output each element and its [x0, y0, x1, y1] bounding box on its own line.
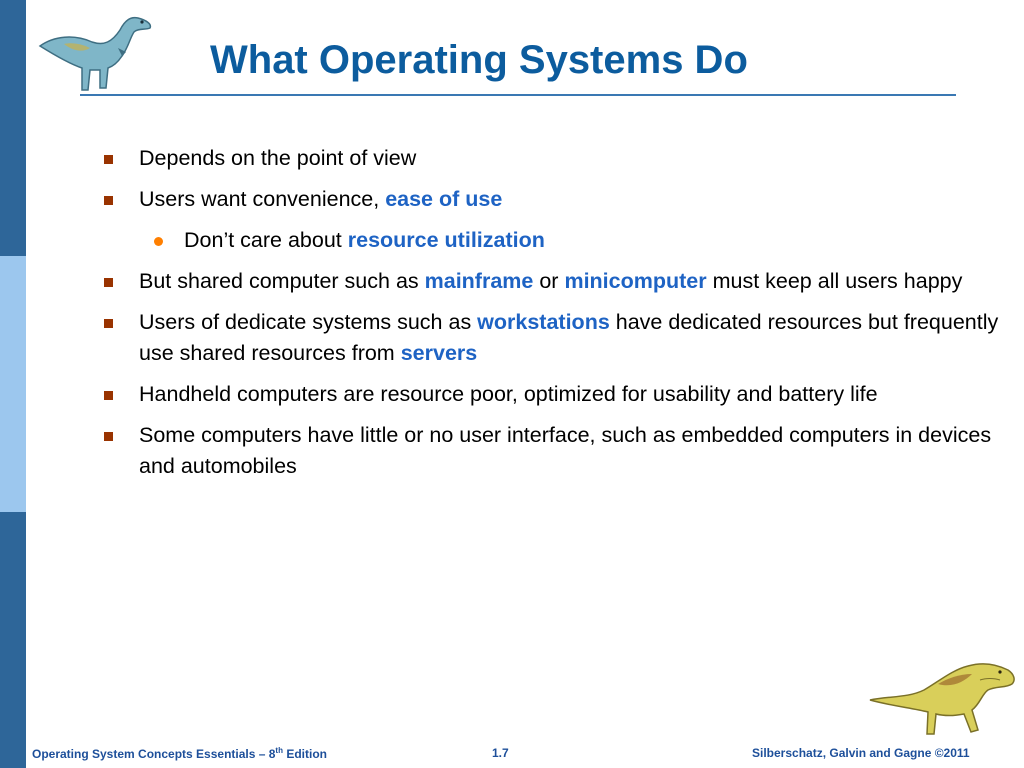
- footer-copyright: Silberschatz, Galvin and Gagne ©2011: [752, 746, 970, 760]
- bullet-text: Users want convenience,: [139, 187, 386, 211]
- bullet-text: Some computers have little or no user interface, such as embedded computers in devices and automobiles: [139, 423, 992, 478]
- dinosaur-crawling-icon: [868, 660, 1018, 740]
- bullet-text: But shared computer such as: [139, 269, 425, 293]
- bullet-square-icon: [104, 432, 113, 441]
- bullet-item: [100, 143, 1010, 174]
- bullet-dot-icon: [154, 237, 163, 246]
- keyword-text: servers: [400, 341, 478, 365]
- dinosaur-standing-icon: [34, 8, 156, 94]
- footer-book-title: Operating System Concepts Essentials – 8th Edition: [32, 746, 327, 761]
- bullet-text: have dedicated resources but frequently use shared resources from: [139, 310, 999, 365]
- sidebar-dark-top: [0, 0, 26, 256]
- sub-bullet-item: [100, 225, 1010, 256]
- bullet-text: or: [533, 269, 565, 293]
- keyword-text: resource utilization: [347, 228, 545, 252]
- bullet-square-icon: [104, 391, 113, 400]
- bullet-item: [100, 420, 1010, 482]
- footer-page-number: 1.7: [492, 746, 509, 760]
- bullet-item: [100, 184, 1010, 215]
- bullet-item: [100, 266, 1010, 297]
- keyword-text: minicomputer: [564, 269, 707, 293]
- sidebar-dark-bottom: [0, 512, 26, 768]
- page-title: What Operating Systems Do: [210, 38, 748, 82]
- bullet-text: Depends on the point of view: [139, 146, 417, 170]
- bullet-item: [100, 307, 1010, 369]
- bullet-square-icon: [104, 278, 113, 287]
- bullet-list: [100, 143, 1010, 492]
- bullet-item: [100, 379, 1010, 410]
- bullet-square-icon: [104, 319, 113, 328]
- keyword-text: ease of use: [385, 187, 503, 211]
- keyword-text: workstations: [477, 310, 610, 334]
- title-divider: [80, 94, 956, 96]
- bullet-text: Don’t care about: [184, 228, 348, 252]
- keyword-text: mainframe: [424, 269, 534, 293]
- bullet-square-icon: [104, 196, 113, 205]
- sidebar-light-middle: [0, 256, 26, 512]
- bullet-text: Handheld computers are resource poor, optimized for usability and battery life: [139, 382, 878, 406]
- bullet-text: must keep all users happy: [706, 269, 963, 293]
- bullet-square-icon: [104, 155, 113, 164]
- bullet-text: Users of dedicate systems such as: [139, 310, 478, 334]
